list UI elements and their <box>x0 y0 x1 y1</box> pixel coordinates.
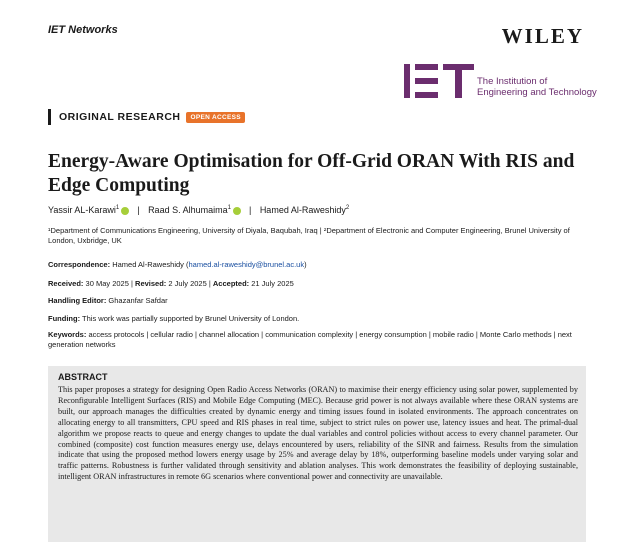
abstract-text: This paper proposes a strategy for designing Open Radio Access Networks (ORAN) to maximise their energy efficiency using solar power, supplemented by Reconfigurable Intelligent Surfaces (RIS) and Mobile Edge Computing (MEC). Because grid power is not always available where these ORAN systems are built, our approach manages the difficulties created by dynamic energy and timing issues found in isolated environments. The approach concentrates on allocating energy to all transmitters, CPU speed and RIS phases in real time, subject to strict rules on power use, latency issues and heat. The primal-dual algorithm we propose reacts to queue and energy changes to update the dual variables and control policies without access to every channel parameter. Our combined (composite) cost function measures energy use, delays encountered by users, reliability of the SINR and fairness. Results from the simulation indicate that using the proposed method lowers energy usage by 25% and average delay by 18%, outperforming baseline models under varying solar and traffic patterns. Robustness is further validated through sensitivity and ablation analyses. This work demonstrates the feasibility of deploying sustainable, intelligent ORAN infrastructures in remote 6G scenarios where conventional power and connectivity are unavailable. <box>58 385 578 482</box>
abstract-heading: ABSTRACT <box>58 372 108 382</box>
journal-name: IET Networks <box>48 24 118 36</box>
dates: Received: 30 May 2025 | Revised: 2 July 2025 | Accepted: 21 July 2025 <box>48 279 294 288</box>
orcid-icon[interactable] <box>233 207 241 215</box>
abstract-box <box>48 366 586 542</box>
open-access-badge: OPEN ACCESS <box>186 112 244 123</box>
handling-editor: Handling Editor: Ghazanfar Safdar <box>48 296 168 305</box>
keywords: Keywords: access protocols | cellular radio | channel allocation | communication complexity | energy consumption | mobile radio | Monte Carlo methods | next generation networks <box>48 330 572 349</box>
section-label: ORIGINAL RESEARCH <box>59 111 181 123</box>
author-name: Yassir AL-Karawi <box>48 205 116 215</box>
correspondence: Correspondence: Hamed Al-Raweshidy (hamed.al-raweshidy@brunel.ac.uk) <box>48 260 307 269</box>
section-tag <box>48 109 245 125</box>
iet-logo-icon <box>404 64 474 98</box>
iet-institution-name <box>477 76 597 98</box>
publisher-logo: WILEY <box>501 24 584 48</box>
funding: Funding: This work was partially supported by Brunel University of London. <box>48 314 300 323</box>
section-bar <box>48 109 51 125</box>
article-title: Energy-Aware Optimisation for Off-Grid ORAN With RIS and Edge Computing <box>48 151 575 196</box>
iet-line-1: The Institution of <box>477 76 548 87</box>
affiliations: ¹Department of Communications Engineering, University of Diyala, Baqubah, Iraq | ²Department of Electronic and Computer Engineering, Brunel University of London, Uxbridge, UK <box>48 226 570 245</box>
iet-line-2: Engineering and Technology <box>477 87 597 98</box>
orcid-icon[interactable] <box>121 207 129 215</box>
author-list: Yassir AL-Karawi$^1$ | Raad S. Alhumaima$^1$ | Hamed Al-Raweshidy$^2$ <box>48 205 350 215</box>
email-link[interactable]: hamed.al-raweshidy@brunel.ac.uk <box>188 260 305 269</box>
author-name: Raad S. Alhumaima <box>148 205 228 215</box>
author-name: Hamed Al-Raweshidy <box>259 205 346 215</box>
